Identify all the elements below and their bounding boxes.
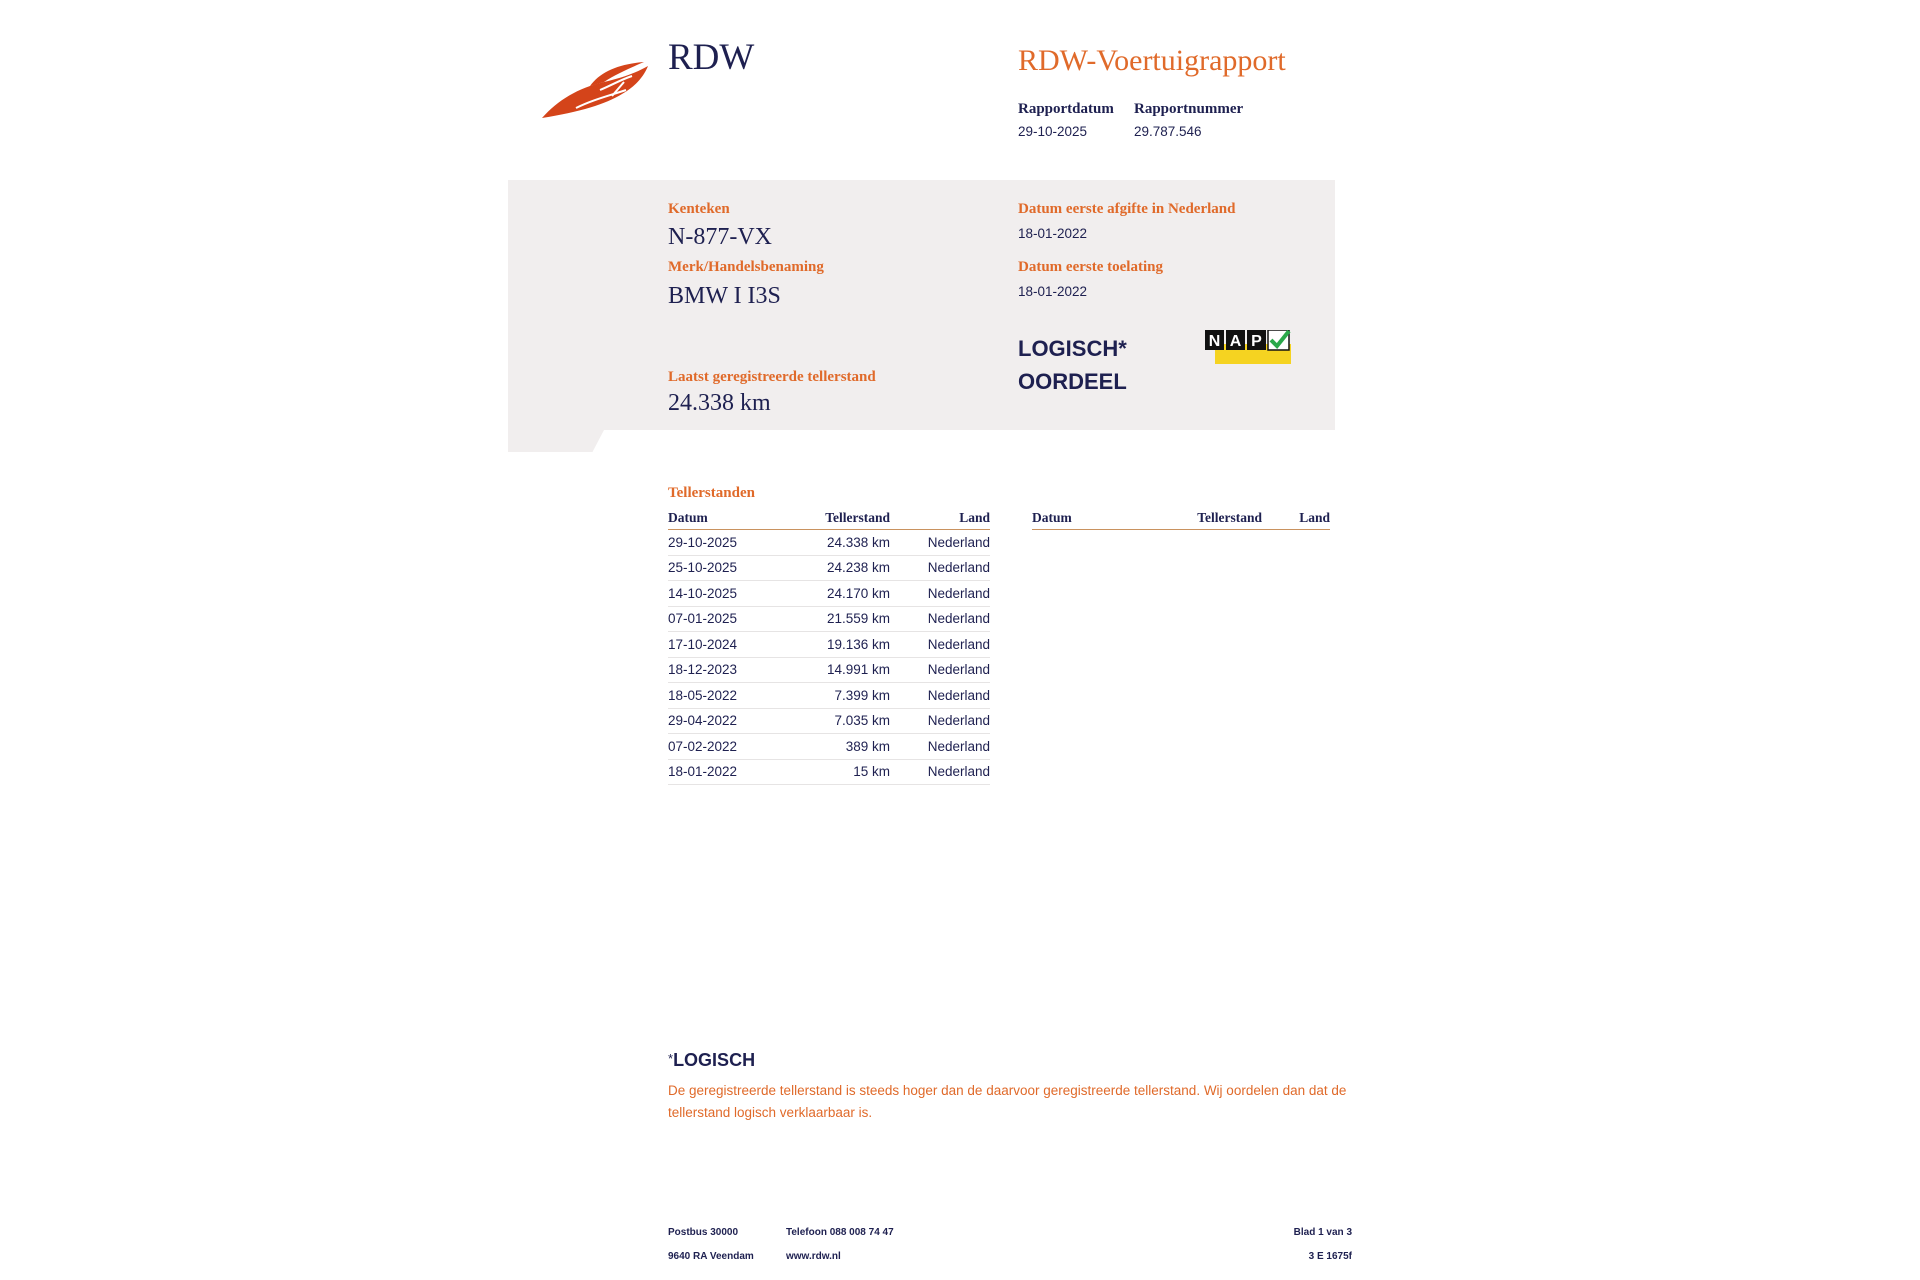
row-reading: 21.559 km: [790, 606, 890, 632]
plate-label: Kenteken: [668, 201, 730, 217]
verdict-line-2: OORDEEL: [1018, 369, 1127, 394]
last-odometer-value: 24.338 km: [668, 390, 771, 416]
table-row: [668, 683, 990, 709]
report-number-label: Rapportnummer: [1134, 101, 1244, 117]
row-reading: 7.399 km: [790, 683, 890, 709]
footer-code: 3 E 1675f: [1308, 1251, 1352, 1262]
report-title: RDW-Voertuigrapport: [1018, 44, 1286, 77]
row-date: 29-04-2022: [668, 708, 790, 734]
table-row: [668, 530, 990, 556]
odometer-section-title: Tellerstanden: [668, 485, 755, 501]
row-country: Nederland: [890, 657, 990, 683]
row-reading: 14.991 km: [790, 657, 890, 683]
odometer-table-left: [668, 507, 990, 785]
row-country: Nederland: [890, 606, 990, 632]
row-date: 18-01-2022: [668, 759, 790, 785]
brand-name: RDW: [668, 37, 755, 78]
first-issue-nl-value: 18-01-2022: [1018, 226, 1088, 241]
footer-page: Blad 1 van 3: [1293, 1227, 1352, 1238]
header-reading: Tellerstand: [790, 507, 890, 530]
header-country: Land: [1262, 507, 1330, 530]
row-reading: 24.238 km: [790, 555, 890, 581]
panel-tab-decoration: [508, 430, 604, 452]
note-star: *: [668, 1051, 674, 1066]
row-reading: 389 km: [790, 734, 890, 760]
plate-value: N-877-VX: [668, 224, 772, 250]
row-country: Nederland: [890, 708, 990, 734]
row-reading: 24.170 km: [790, 581, 890, 607]
footer-city: 9640 RA Veendam: [668, 1251, 754, 1262]
nap-letter-p: P: [1251, 333, 1262, 350]
nap-check-icon: [1205, 330, 1293, 366]
nap-letter-n: N: [1208, 333, 1221, 350]
rdw-logo-icon: [540, 60, 652, 122]
row-date: 17-10-2024: [668, 632, 790, 658]
row-date: 14-10-2025: [668, 581, 790, 607]
footer-web-link[interactable]: www.rdw.nl: [786, 1251, 841, 1262]
note-heading: [668, 1050, 755, 1071]
row-reading: 19.136 km: [790, 632, 890, 658]
row-date: 25-10-2025: [668, 555, 790, 581]
make-value: BMW I I3S: [668, 283, 781, 309]
table-row: [668, 708, 990, 734]
table-row: [668, 632, 990, 658]
report-date-label: Rapportdatum: [1018, 101, 1114, 117]
note-heading-text: LOGISCH: [673, 1050, 756, 1070]
nap-letter-a: A: [1229, 333, 1242, 350]
table-header-row: [1032, 507, 1330, 530]
table-row: [668, 734, 990, 760]
footer-phone: Telefoon 088 008 74 47: [786, 1227, 894, 1238]
row-date: 18-05-2022: [668, 683, 790, 709]
report-date: 29-10-2025: [1018, 124, 1088, 139]
odometer-table-right: [1032, 507, 1330, 530]
table-row: [668, 759, 990, 785]
row-country: Nederland: [890, 581, 990, 607]
last-odometer-label: Laatst geregistreerde tellerstand: [668, 369, 876, 385]
row-date: 07-01-2025: [668, 606, 790, 632]
table-header-row: [668, 507, 990, 530]
row-country: Nederland: [890, 683, 990, 709]
verdict: [1018, 332, 1127, 398]
footer-postbus: Postbus 30000: [668, 1227, 739, 1238]
row-country: Nederland: [890, 734, 990, 760]
first-admission-label: Datum eerste toelating: [1018, 259, 1163, 275]
header-date: Datum: [668, 507, 790, 530]
row-date: 18-12-2023: [668, 657, 790, 683]
verdict-line-1: LOGISCH*: [1018, 336, 1127, 361]
row-reading: 15 km: [790, 759, 890, 785]
row-date: 07-02-2022: [668, 734, 790, 760]
table-row: [668, 555, 990, 581]
row-reading: 7.035 km: [790, 708, 890, 734]
table-row: [668, 581, 990, 607]
table-row: [668, 657, 990, 683]
header-reading: Tellerstand: [1162, 507, 1262, 530]
make-label: Merk/Handelsbenaming: [668, 259, 824, 275]
row-country: Nederland: [890, 530, 990, 556]
row-country: Nederland: [890, 759, 990, 785]
header-date: Datum: [1032, 507, 1162, 530]
header-country: Land: [890, 507, 990, 530]
row-country: Nederland: [890, 632, 990, 658]
table-row: [668, 606, 990, 632]
row-reading: 24.338 km: [790, 530, 890, 556]
first-admission-value: 18-01-2022: [1018, 284, 1088, 299]
note-text: De geregistreerde tellerstand is steeds hoger dan de daarvoor geregistreerde tellerstand. Wij oordelen dan dat de tellerstand logisch verklaarbaar is.: [668, 1083, 1347, 1120]
report-number: 29.787.546: [1134, 124, 1202, 139]
row-country: Nederland: [890, 555, 990, 581]
first-issue-nl-label: Datum eerste afgifte in Nederland: [1018, 201, 1236, 217]
row-date: 29-10-2025: [668, 530, 790, 556]
